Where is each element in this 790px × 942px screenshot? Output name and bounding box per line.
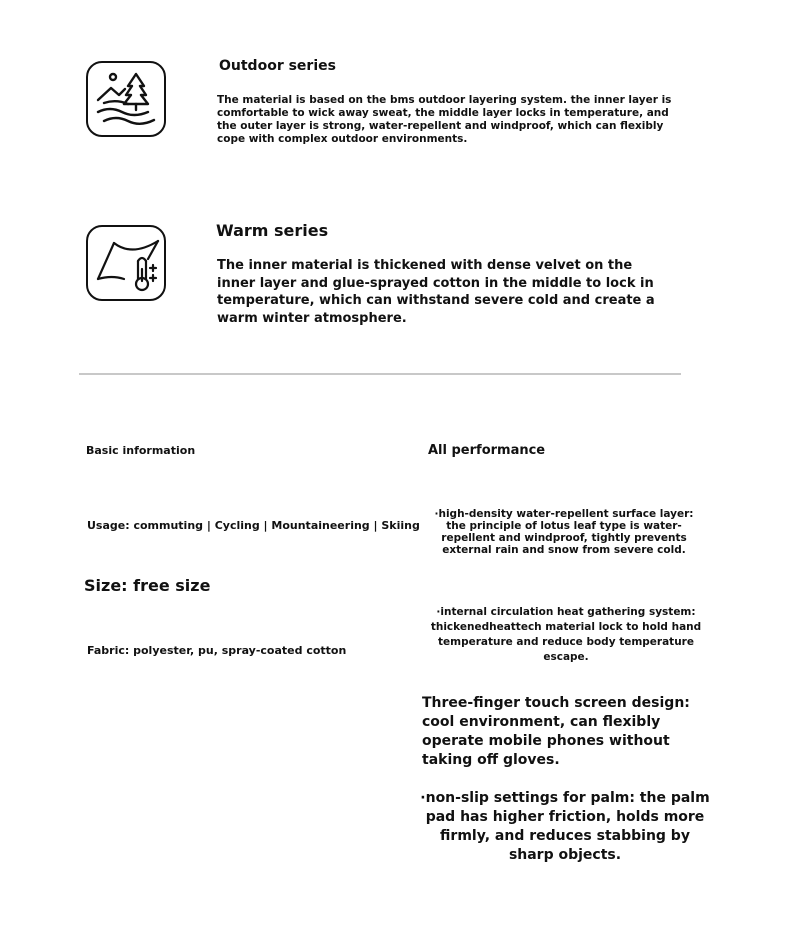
performance-item-touch-screen: Three-finger touch screen design: cool environment, can flexibly operate mobile phones without taking off gloves.: [422, 695, 690, 768]
outdoor-series-icon-box: [86, 61, 166, 137]
size-text: Size: free size: [84, 576, 211, 595]
outdoor-series-title: Outdoor series: [219, 58, 336, 74]
flag-thermometer-icon: [92, 231, 160, 295]
warm-series-description: The inner material is thickened with dense velvet on the inner layer and glue-sprayed cotton in the middle to lock in temperature, which can withstand severe cold and create a warm winter atmosphere.: [217, 258, 655, 326]
outdoor-series-description: The material is based on the bms outdoor layering system. the inner layer is comfortable to wick away sweat, the middle layer locks in temperature, and the outer layer is strong, water-repellent and windproof, which can flexibly cope with complex outdoor environments.: [217, 94, 672, 145]
section-divider: [79, 373, 681, 375]
usage-text: Usage: commuting | Cycling | Mountaineering | Skiing: [87, 519, 420, 532]
performance-item-water-repellent: ·high-density water-repellent surface layer: the principle of lotus leaf type is water-repellent and windproof, tightly prevents external rain and snow from severe cold.: [434, 508, 694, 556]
warm-series-icon-box: [86, 225, 166, 301]
performance-heading: All performance: [428, 443, 546, 458]
warm-series-title: Warm series: [216, 221, 329, 240]
basic-info-heading: Basic information: [86, 444, 196, 457]
performance-item-heat-system: ·internal circulation heat gathering system: thickenedheattech material lock to hold hand temperature and reduce body temperature escape.: [430, 606, 702, 663]
mountain-tree-waves-icon: [94, 68, 158, 130]
performance-item-non-slip: ·non-slip settings for palm: the palm pad has higher friction, holds more firmly, and reduces stabbing by sharp objects.: [420, 790, 710, 863]
fabric-text: Fabric: polyester, pu, spray-coated cotton: [87, 644, 347, 657]
